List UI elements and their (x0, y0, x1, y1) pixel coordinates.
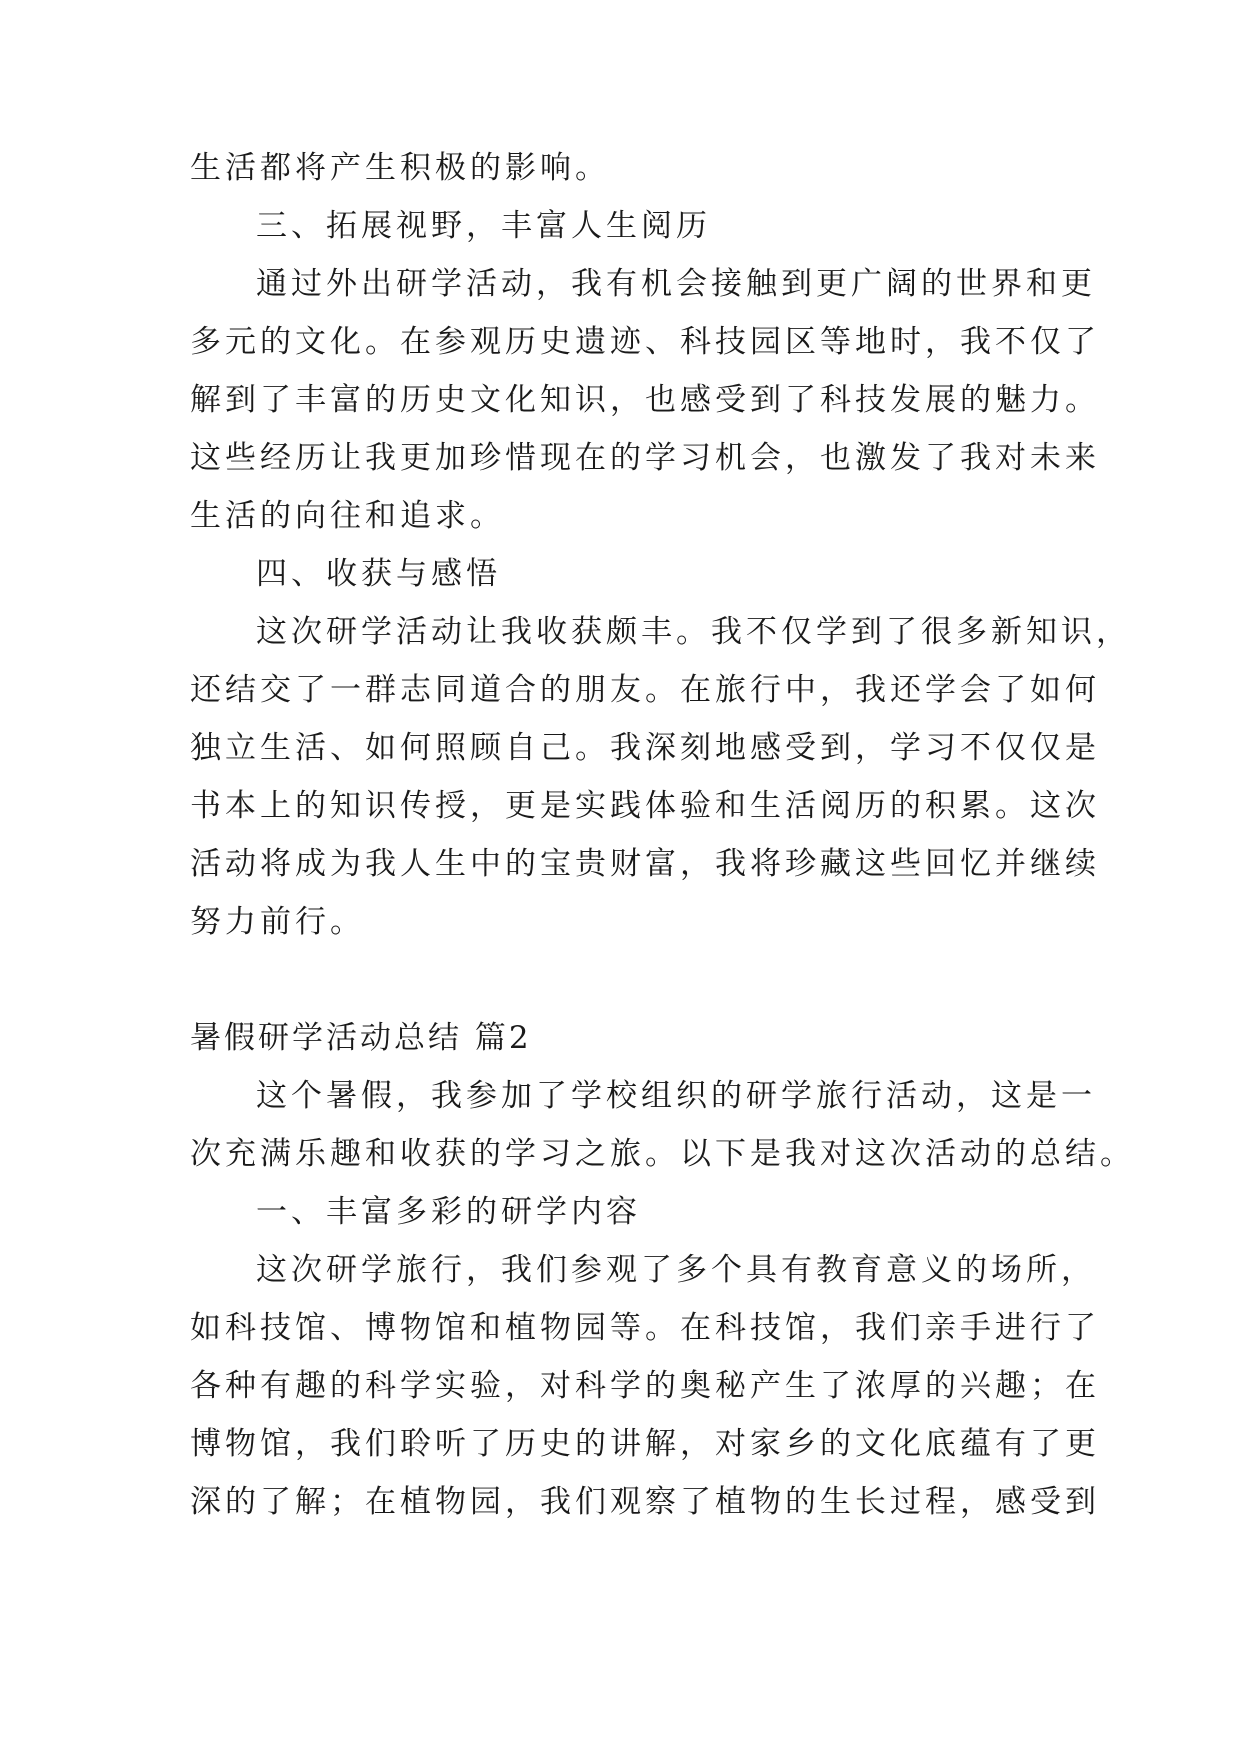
article-title: 暑假研学活动总结 篇2 (190, 1020, 532, 1056)
paragraph-line: 次充满乐趣和收获的学习之旅。以下是我对这次活动的总结。 (190, 1136, 1135, 1172)
paragraph-line: 生活都将产生积极的影响。 (190, 150, 610, 186)
paragraph-line: 如科技馆、博物馆和植物园等。在科技馆，我们亲手进行了 (190, 1310, 1100, 1346)
paragraph-line: 通过外出研学活动，我有机会接触到更广阔的世界和更 (256, 266, 1096, 302)
paragraph-line: 多元的文化。在参观历史遗迹、科技园区等地时，我不仅了 (190, 324, 1100, 360)
section-heading: 三、拓展视野，丰富人生阅历 (256, 208, 711, 244)
paragraph-line: 深的了解；在植物园，我们观察了植物的生长过程，感受到 (190, 1484, 1100, 1520)
paragraph-line: 这次研学活动让我收获颇丰。我不仅学到了很多新知识， (256, 614, 1131, 650)
paragraph-line: 解到了丰富的历史文化知识，也感受到了科技发展的魅力。 (190, 382, 1100, 418)
paragraph-line: 这次研学旅行，我们参观了多个具有教育意义的场所， (256, 1252, 1096, 1288)
paragraph-line: 书本上的知识传授，更是实践体验和生活阅历的积累。这次 (190, 788, 1100, 824)
paragraph-line: 各种有趣的科学实验，对科学的奥秘产生了浓厚的兴趣；在 (190, 1368, 1100, 1404)
paragraph-line: 努力前行。 (190, 904, 365, 940)
section-heading: 一、丰富多彩的研学内容 (256, 1194, 641, 1230)
section-heading: 四、收获与感悟 (256, 556, 501, 592)
paragraph-line: 活动将成为我人生中的宝贵财富，我将珍藏这些回忆并继续 (190, 846, 1100, 882)
paragraph-line: 这些经历让我更加珍惜现在的学习机会，也激发了我对未来 (190, 440, 1100, 476)
document-page (190, 0, 1135, 1754)
paragraph-line: 博物馆，我们聆听了历史的讲解，对家乡的文化底蕴有了更 (190, 1426, 1100, 1462)
paragraph-line: 还结交了一群志同道合的朋友。在旅行中，我还学会了如何 (190, 672, 1100, 708)
paragraph-line: 独立生活、如何照顾自己。我深刻地感受到，学习不仅仅是 (190, 730, 1100, 766)
paragraph-line: 生活的向往和追求。 (190, 498, 505, 534)
paragraph-line: 这个暑假，我参加了学校组织的研学旅行活动，这是一 (256, 1078, 1096, 1114)
